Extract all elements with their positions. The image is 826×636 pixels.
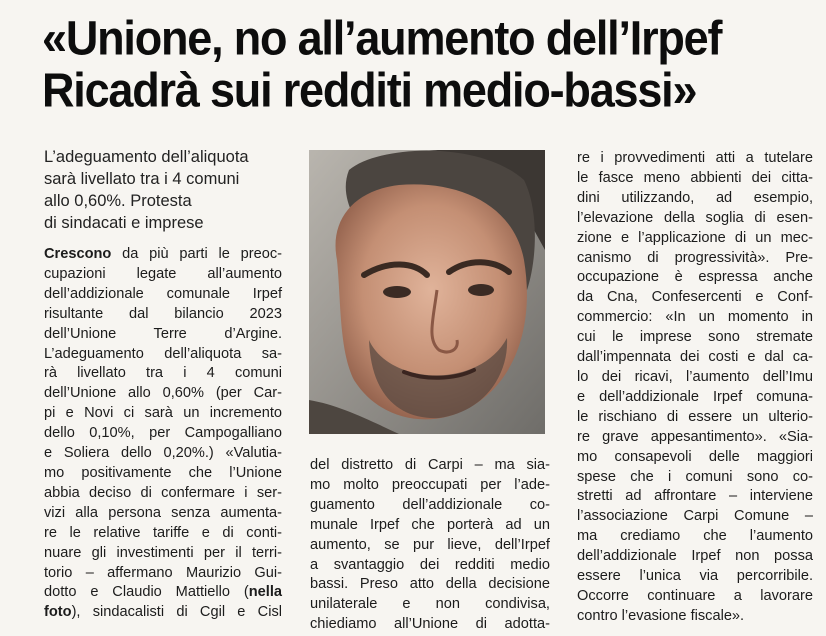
body-line: dell’addizionale Irpef non possa	[577, 548, 813, 565]
body-line: a svantaggio dei redditi medio	[310, 556, 550, 573]
body-line: lo dei ricavi, l’aumento dell’Imu	[577, 368, 813, 385]
body-line: risultante dal bilancio 2023	[44, 305, 282, 322]
body-line: stretti ad affrontare – interviene	[577, 488, 813, 505]
body-line: re le relative tariffe e di conti-	[44, 524, 282, 541]
photo-reference: nella	[248, 584, 282, 601]
body-line: contro l’evasione fiscale».	[577, 607, 745, 624]
body-line: dall’impennata dei costi e dal ca-	[577, 349, 813, 366]
headline-line-1: «Unione, no all’aumento dell’Irpef	[42, 10, 722, 66]
body-line: vizi alla persona senza aumenta-	[44, 504, 282, 521]
body-line-text: da più parti le preoc-	[111, 246, 282, 262]
body-line: dell’addizionale comunale Irpef	[44, 285, 282, 302]
body-line: munale Irpef che porterà ad un	[310, 516, 550, 533]
body-line: mo consapevoli delle maggiori	[577, 448, 813, 465]
body-line: occupazione è espressa anche	[577, 269, 813, 286]
body-line: spese che i comuni sono co-	[577, 468, 813, 485]
body-line: rà livellato tra i 4 comuni	[44, 365, 282, 382]
body-line: Occorre continuare a lavorare	[577, 587, 813, 604]
subhead-line: di sindacati e imprese	[44, 214, 204, 232]
body-line: del distretto di Carpi – ma sia-	[310, 457, 550, 473]
body-line	[44, 603, 282, 623]
body-line: l’elevazione della soglia di esen-	[577, 209, 813, 226]
body-line: mo positivamente che l’Unione	[44, 464, 282, 481]
body-line: re i provvedimenti atti a tutelare	[577, 150, 813, 166]
body-line-text: ), sindacalisti di Cgil e Cisl	[71, 604, 282, 621]
body-line: nuare gli investimenti per il terri-	[44, 544, 282, 561]
body-line: cupazioni legate all’aumento	[44, 265, 282, 282]
body-line: le rischiano di essere un ulterio-	[577, 408, 813, 425]
portrait-photo	[309, 150, 545, 434]
subhead-line: allo 0,60%. Protesta	[44, 192, 192, 210]
body-line: essere l’unica via percorribile.	[577, 568, 813, 585]
body-line: ma crediamo che l’aumento	[577, 528, 813, 545]
lead-word: Crescono	[44, 246, 112, 262]
body-line	[44, 245, 282, 265]
article-headline	[42, 10, 822, 118]
article-column-2	[310, 456, 550, 635]
article-column-3	[577, 149, 813, 627]
body-line: zione e l’applicazione di un mec-	[577, 229, 813, 246]
body-line: e dell’addizionale Irpef comuna-	[577, 388, 813, 405]
body-line: le fasce meno abbienti dei citta-	[577, 169, 813, 186]
body-line: pi e Novi ci sarà un incremento	[44, 405, 282, 422]
body-line-text: dotto e Claudio Mattiello (	[44, 584, 249, 601]
subhead-line: L’adeguamento dell’aliquota	[44, 148, 249, 166]
headline-line-2: Ricadrà sui redditi medio-bassi»	[42, 62, 697, 118]
body-line: unilaterale e non condivisa,	[310, 596, 550, 613]
body-line: canismo di progressività». Pre-	[577, 249, 813, 266]
body-line: da Cna, Confesercenti e Conf-	[577, 289, 813, 306]
article-subheadline	[44, 146, 284, 234]
body-line: dini utilizzando, ad esempio,	[577, 189, 813, 206]
body-line: dello 0,10%, per Campogalliano	[44, 425, 282, 442]
body-line: dell’Unione Terre d’Argine.	[44, 325, 282, 342]
body-line: re grave appesantimento». «Sia-	[577, 428, 813, 445]
body-line: commercio: «In un momento in	[577, 309, 813, 326]
body-line: dell’Unione allo 0,60% (per Car-	[44, 385, 282, 402]
body-line: cui le imprese sono stremate	[577, 329, 813, 346]
body-line	[44, 583, 282, 603]
subhead-line: sarà livellato tra i 4 comuni	[44, 170, 240, 188]
body-line: e Soliera dello 0,20%.) «Valutia-	[44, 445, 282, 462]
body-line: abbia deciso di confermare i ser-	[44, 484, 282, 501]
body-line: L’adeguamento dell’aliquota sa-	[44, 345, 282, 362]
body-line: aumento, se pur lieve, dell’Irpef	[310, 536, 550, 553]
body-line: bassi. Preso atto della decisione	[310, 576, 550, 593]
article-column-1	[44, 245, 282, 623]
body-line: l’associazione Carpi Comune –	[577, 508, 813, 525]
body-line: mo molto preoccupati per l’ade-	[310, 476, 550, 493]
photo-reference: foto	[44, 604, 72, 621]
body-line: chiediamo all’Unione di adotta-	[310, 616, 550, 633]
body-line: torio – affermano Maurizio Gui-	[44, 564, 282, 581]
body-line: guamento dell’addizionale co-	[310, 496, 550, 513]
